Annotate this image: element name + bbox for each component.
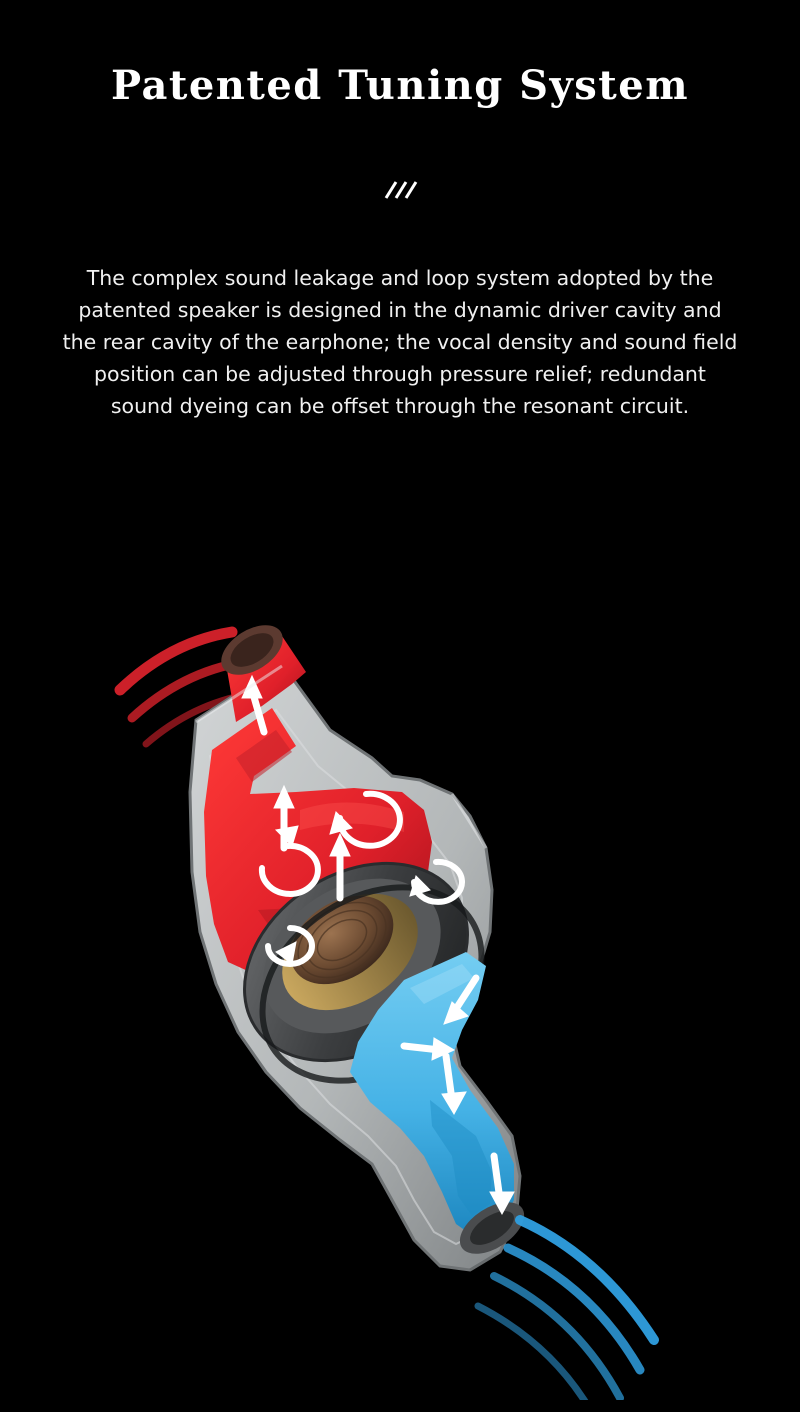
earphone-acoustic-cutaway-diagram [0, 580, 800, 1400]
page-title: Patented Tuning System [110, 62, 690, 109]
body-paragraph: The complex sound leakage and loop system adopted by the patented speaker is designed in the dynamic driver cavity and the rear cavity of the earphone; the vocal density and sound field position can be adjusted through pressure relief; redundant sound dyeing can be offset through the resonant circuit. [62, 266, 738, 418]
triple-slash-divider [0, 176, 800, 206]
blue-soundwave-arcs [478, 1220, 654, 1400]
